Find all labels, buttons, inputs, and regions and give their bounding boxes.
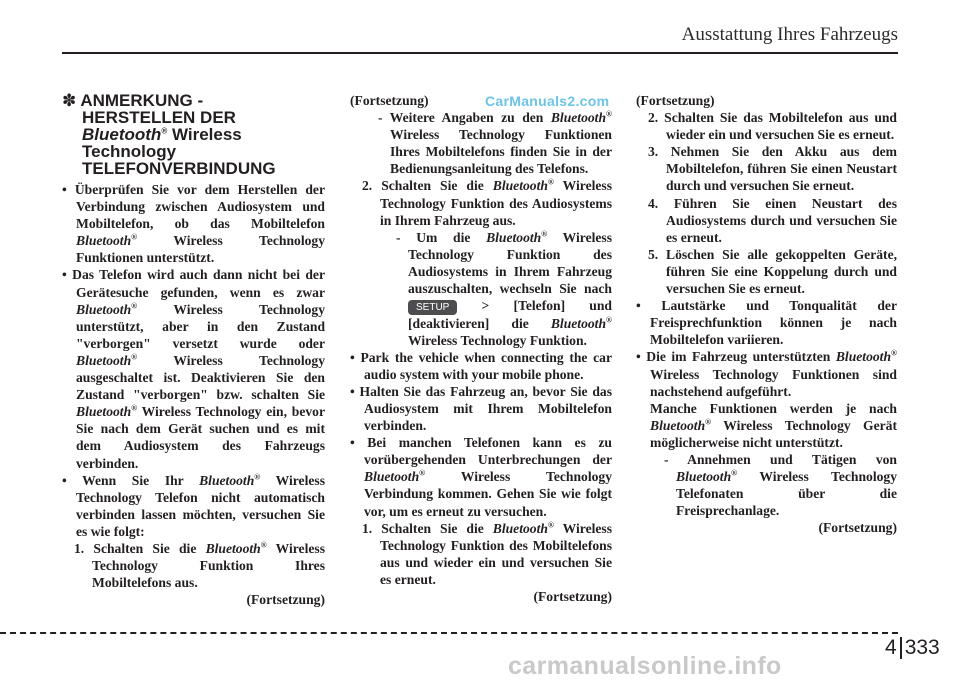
header-section-title: Ausstattung Ihres Fahrzeugs [681,24,898,45]
step-2-restart-phone: 2. Schalten Sie das Mobiltelefon aus und wieder ein und versuchen Sie es erneut. [648,110,897,143]
continued-heading: (Fortsetzung) [350,93,429,108]
column-2 [350,92,612,605]
bullet-hidden-phone: • Das Telefon wird auch dann nicht bei der Gerätesuche gefunden, wenn es zwar Bluetooth® Wireless Technology unterstützt, aber in den Zustand "verborgen" versetzt wurde oder Bluetooth® Wireless Technology ausgeschaltet ist. Deaktivieren Sie den Zustand "verborgen" bzw. schalten Sie Bluetooth® Wireless Technology ein, bevor Sie nach dem Gerät suchen und es mit dem Audiosystem des Fahrzeugs verbinden. [62,267,325,471]
step-4-restart-audio: 4. Führen Sie einen Neustart des Audiosystems durch und versuchen Sie es erneut. [648,195,897,245]
bullet-no-auto-connect: • Wenn Sie Ihr Bluetooth® Wireless Technology Telefon nicht automatisch verbinden lassen möchten, versuchen Sie es wie folgt: [62,472,325,539]
page-number-value: 333 [904,636,940,659]
footer-rule [0,632,898,634]
page-separator [900,637,902,659]
bullet-check-support: • Überprüfen Sie vor dem Herstellen der Verbindung zwischen Audiosystem und Mobiltelefon, ob das Mobiltelefon Bluetooth® Wireless Technology Funktionen unterstützt. [62,182,325,266]
watermark-top: CarManuals2.com [485,93,610,109]
bullet-stop-vehicle: • Halten Sie das Fahrzeug an, bevor Sie das Audiosystem mit Ihrem Mobiltelefon verbinden. [350,383,612,434]
column-1 [62,92,325,608]
continued-label: (Fortsetzung) [533,589,612,604]
dash-disable-bt: - Um die Bluetooth® Wireless Technology Funktion des Audiosystems in Ihrem Fahrzeug auszuschalten, wechseln Sie nach SETUP > [Telefon] und [deaktivieren] die Bluetooth® Wireless Technology Funktion. [396,229,612,348]
step-1-phone-toggle: 1. Schalten Sie die Bluetooth® Wireless Technology Funktion des Mobiltelefons aus und wieder ein und versuchen Sie es erneut. [362,520,612,587]
note-heading: ✽ ANMERKUNG - HERSTELLEN DER Bluetooth® Wireless Technology TELEFONVERBINDUNG [62,91,276,178]
bullet-interruptions: • Bei manchen Telefonen kann es zu vorübergehenden Unterbrechungen der Bluetooth® Wireless Technology Verbindung kommen. Gehen Sie wie folgt vor, um es erneut zu versuchen. [350,435,612,519]
continued-label: (Fortsetzung) [818,520,897,536]
chapter-number: 4 [885,636,897,659]
step-2-audio-off: 2. Schalten Sie die Bluetooth® Wireless Technology Funktion des Audiosystems in Ihrem Fahrzeug aus. [362,177,612,228]
bullet-volume-quality: • Lautstärke und Tonqualität der Freisprechfunktion können je nach Mobiltelefon variieren. [636,298,897,348]
bullet-supported-functions: • Die im Fahrzeug unterstützten Bluetooth® Wireless Technology Funktionen sind nachstehend aufgeführt. [636,348,897,399]
dash-more-info: - Weitere Angaben zu den Bluetooth® Wireless Technology Funktionen Ihres Mobiltelefons finden Sie in der Bedienungsanleitung des Telefons. [378,109,612,177]
watermark-bottom: carmanualsonline.info [508,652,782,680]
step-5-delete-paired: 5. Löschen Sie alle gekoppelten Geräte, führen Sie eine Koppelung durch und versuchen Sie es erneut. [648,246,897,297]
column-3 [636,92,897,536]
continued-heading: (Fortsetzung) [636,93,715,108]
bullet-park-vehicle: • Park the vehicle when connecting the car audio system with your mobile phone. [350,349,612,382]
step-3-remove-battery: 3. Nehmen Sie den Akku aus dem Mobiltelefon, führen Sie einen Neustart durch und versuchen Sie erneut. [648,144,897,194]
note-asterisk-icon: ✽ [62,91,77,110]
paragraph-unsupported: Manche Funktionen werden je nach Bluetooth® Wireless Technology Gerät möglicherweise nicht unterstützt. [650,400,897,450]
header-rule [62,52,898,54]
dash-calls: - Annehmen und Tätigen von Bluetooth® Wireless Technology Telefonaten über die Freisprechanlage. [664,451,897,519]
step-1-phone-off: 1. Schalten Sie die Bluetooth® Wireless Technology Funktion Ihres Mobiltelefons aus. [74,540,325,591]
page-number [885,636,940,660]
setup-button-icon: SETUP [408,300,457,315]
continued-label: (Fortsetzung) [246,592,325,608]
